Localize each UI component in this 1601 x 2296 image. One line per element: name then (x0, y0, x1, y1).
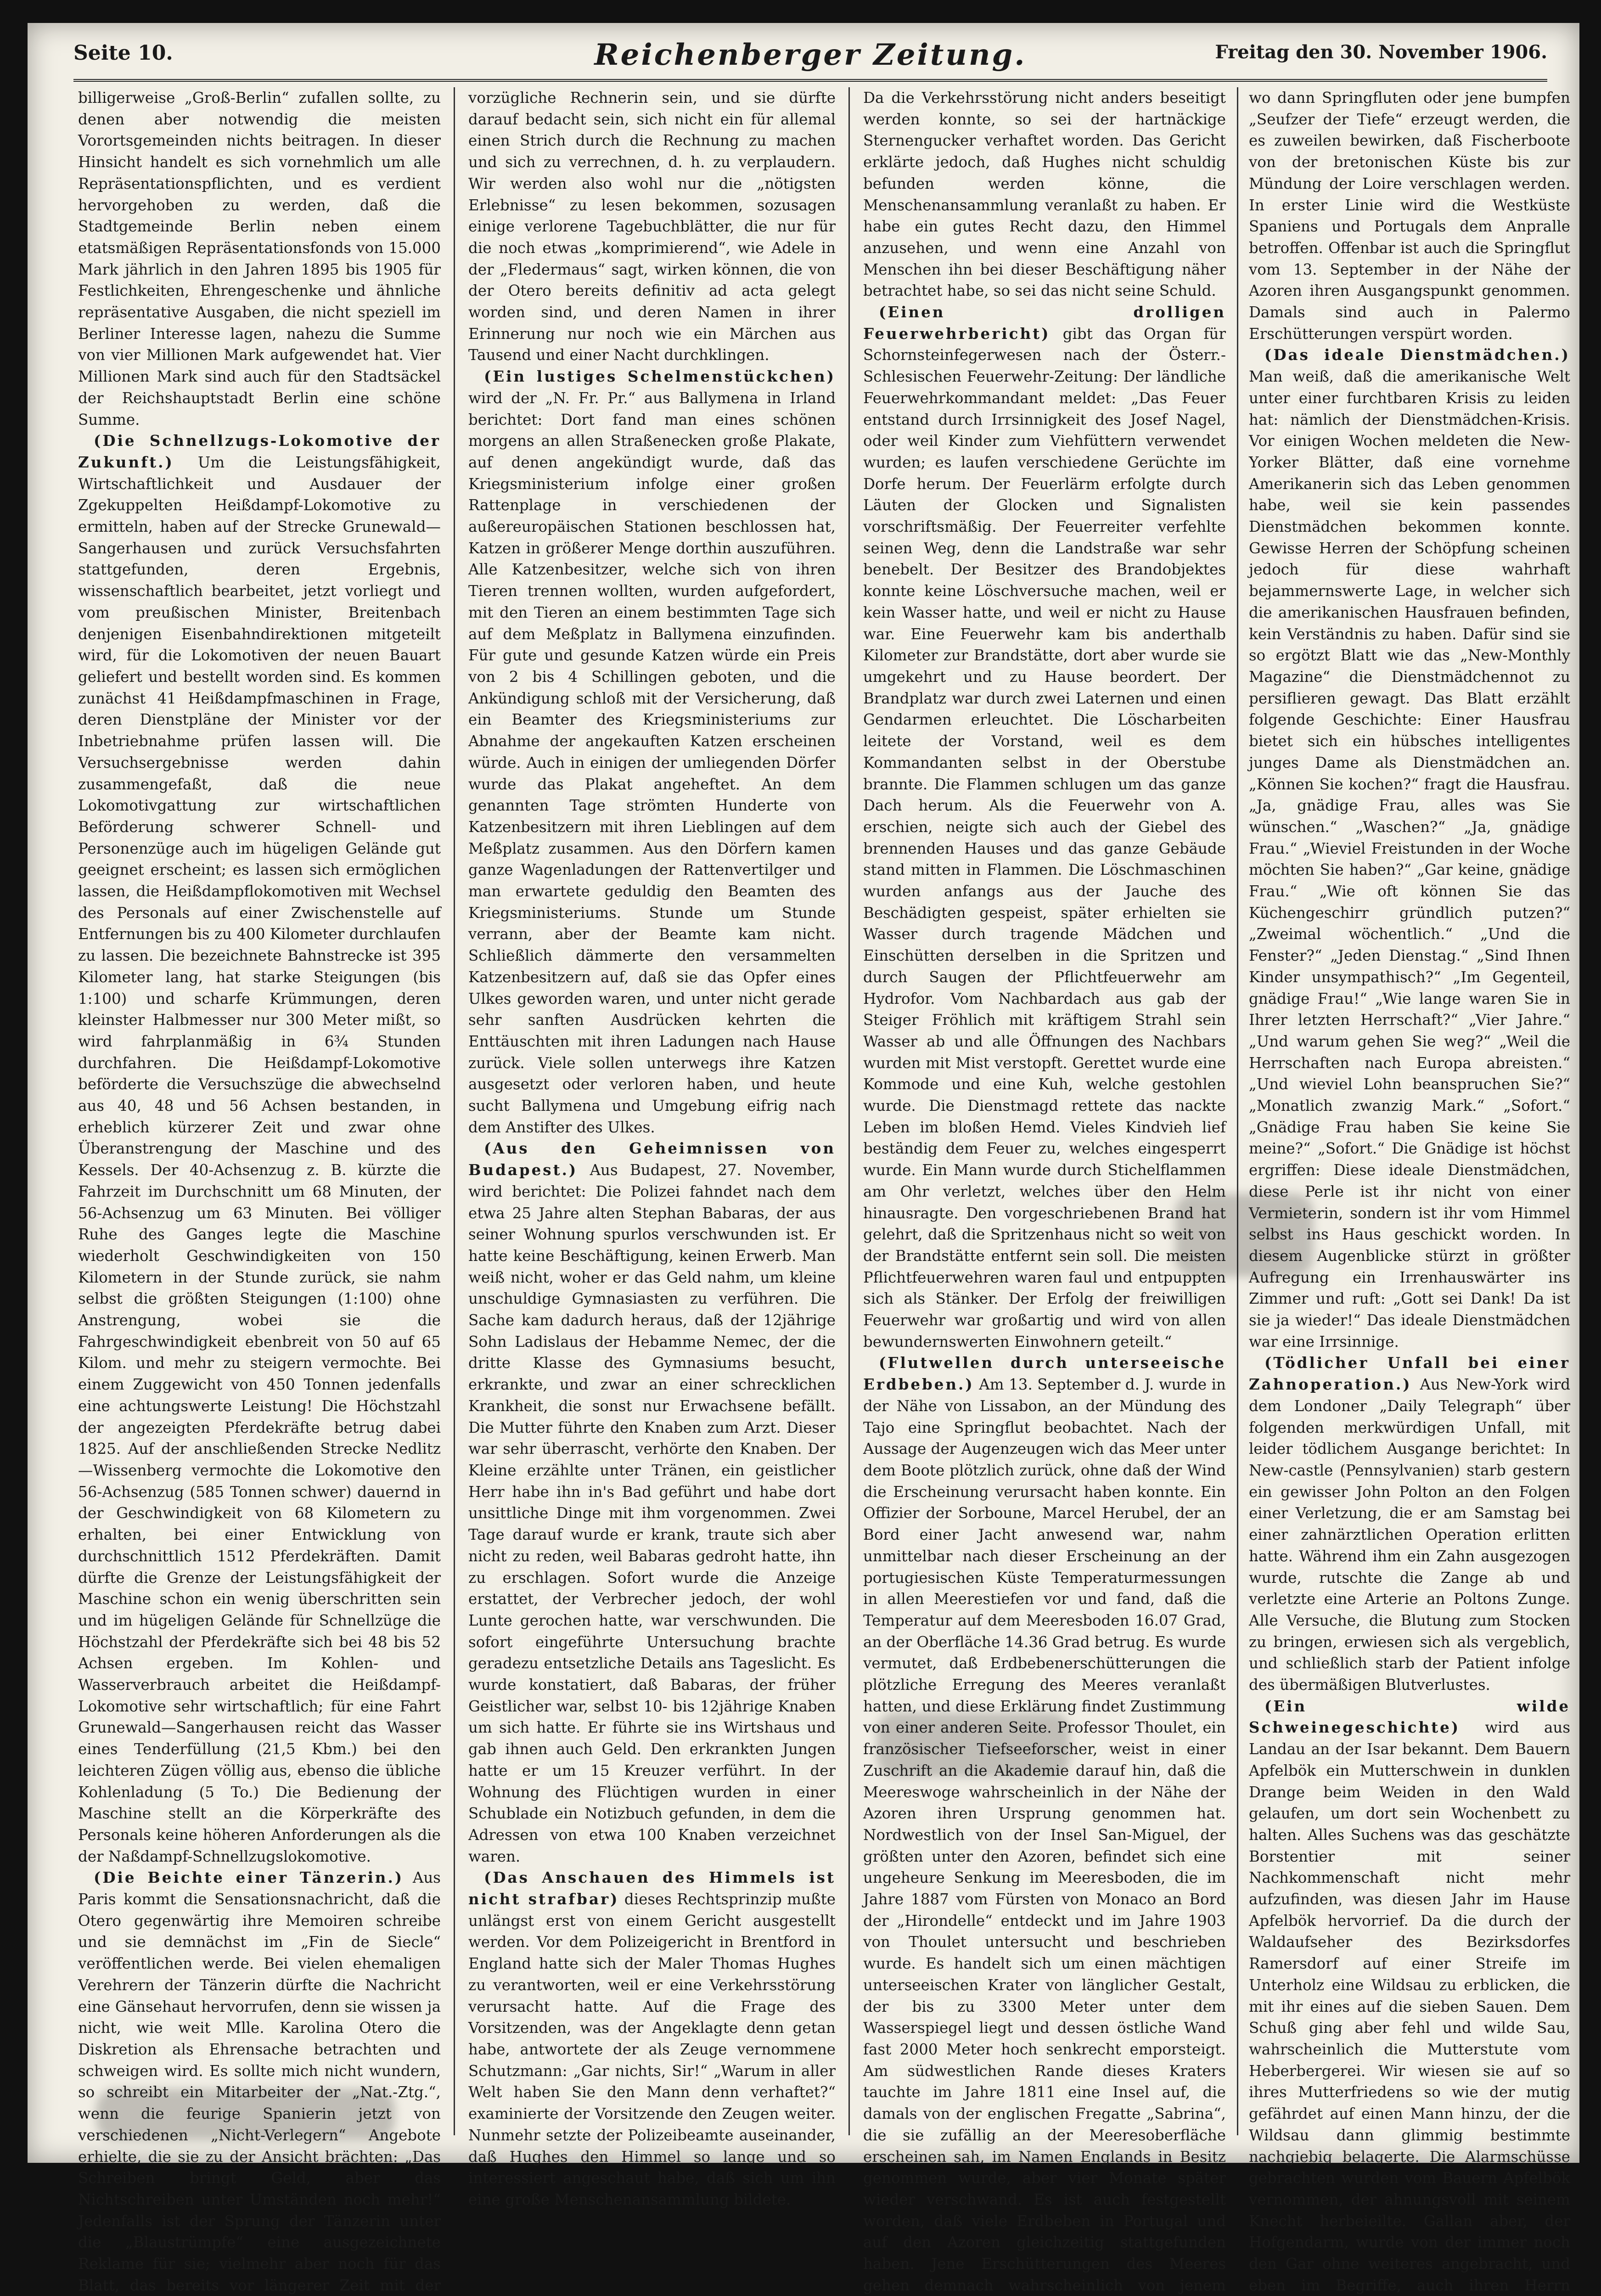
column-4 (1249, 87, 1570, 2294)
page-number: Seite 10. (73, 41, 173, 65)
article-paragraph (468, 366, 836, 1138)
article-heading: (Das Anschauen des Himmels ist nicht strafbar) (468, 1868, 836, 1908)
article-heading: (Flutwellen durch unterseeische Erdbeben.) (863, 1354, 1226, 1394)
article-paragraph (1249, 1352, 1570, 1695)
article-paragraph (468, 1138, 836, 1867)
article-paragraph (1249, 1696, 1570, 2296)
article-heading: (Ein wilde Schweinegeschichte) (1249, 1697, 1570, 1737)
article-text: Am 13. September d. J. wurde in der Nähe von Lissabon, an der Mündung des Tajo eine Springflut beobachtet. Nach der Aussage der Augenzeugen wich das Meer unter dem Boote plötzlich zurück, ohne daß der Wind die Erscheinung verursacht haben konnte. Ein Offizier der Sorboune, Marcel Herubel, der an Bord einer Jacht anwesend war, nahm unmittelbar nach dieser Erscheinung an der portugiesischen Küste Temperaturmessungen in allen Meerestiefen vor und fand, daß die Temperatur auf dem Meeresboden 16.07 Grad, an der Oberfläche 14.36 Grad betrug. Es wurde vermutet, daß Erdbebenerschütterungen die plötzliche Erregung des Meeres veranlaßt hatten, und diese Erklärung findet Zustimmung von einer anderen Seite. Professor Thoulet, ein französischer Tiefseeforscher, weist in einer Zuschrift an die Akademie darauf hin, daß die Meereswoge wahrscheinlich in der Nähe der Azoren ihren Ursprung genommen hat. Nordwestlich von der Insel San-Miguel, der größten unter den Azoren, befindet sich eine ungeheure Senkung im Meeresboden, die im Jahre 1887 vom Fürsten von Monaco an Bord der „Hirondelle“ entdeckt und im Jahre 1903 von Thoulet untersucht und beschrieben wurde. Es handelt sich um einen mächtigen unterseeischen Krater von länglicher Gestalt, der bis zu 3300 Meter unter dem Wasserspiegel liegt und dessen östliche Wand fast 2000 Meter hoch senkrecht emporsteigt. Am südwestlichen Rande dieses Kraters tauchte im Jahre 1811 eine Insel auf, die damals von der englischen Fregatte „Sabrina“, die sie zufällig an der Meeresoberfläche erscheinen sah, im Namen Englands in Besitz genommen wurde, aber vier Monate später wieder verschwand. Es ist auch festgestellt worden, daß viele Erdbeben in Portugal und auf den Azoren gleichzeitig stattgefunden haben. Jene Erschütterungen des Meeres gehen demnach wahrscheinlich von jenem (863, 1376, 1226, 2294)
newspaper-title: Reichenberger Zeitung. (594, 38, 1027, 72)
article-paragraph (1249, 87, 1570, 344)
issue-date: Freitag den 30. November 1906. (1215, 41, 1547, 63)
article-paragraph (78, 87, 441, 430)
article-text: gibt das Organ für Schornsteinfegerwesen nach der Österr.-Schlesischen Feuerwehr-Zeitung: Der ländliche Feuerwehrkommandant meldet: „Das Feuer entstand durch Irrsinnigkeit des Josef Nagel, oder weil Kinder zum Viehfüttern verwendet wurden; es laufen verschiedene Gerüchte im Dorfe herum. Der Feuerlärm erfolgte durch Läuten der Glocken und Signalisten vorschriftsmäßig. Der Feuerreiter verfehlte seinen Weg, denn die Landstraße war sehr benebelt. Der Besitzer des Brandobjektes konnte keine Löschversuche machen, weil er kein Wasser hatte, und weil er nicht zu Hause war. Eine Feuerwehr kam bis anderthalb Kilometer zur Brandstätte, dort aber wurde sie umgekehrt und zu Hause beordert. Der Brandplatz war durch zwei Laternen und einen Gendarmen erleuchtet. Die Löscharbeiten leitete der Vorstand, weil es dem Kommandanten selbst in der Oberstube brannte. Die Flammen schlugen um das ganze Dach herum. Als die Feuerwehr von A. erschien, neigte sich auch der Giebel des brennenden Hauses und das ganze Gebäude stand mitten in Flammen. Die Löschmaschinen wurden anfangs aus der Jauche des Beschädigten gespeist, später erhielten sie Wasser durch tragende Mädchen und Einschütten derselben in die Spritzen und durch Saugen der Pflichtfeuerwehr am Hydrofor. Vom Nachbardach aus gab der Steiger Fröhlich mit kräftigem Strahl sein Wasser ab und alle Öffnungen des Nachbars wurden mit Mist verstopft. Gerettet wurde eine Kommode und eine Kuh, welche gestohlen wurde. Die Dienstmagd rettete das nackte Leben im bloßen Hemd. Vieles Kindvieh lief beständig dem Feuer zu, welches eingesperrt wurde. Ein Mann wurde durch Stichelflammen am Ohr verletzt, welches über den Helm hinausragte. Den vorgeschriebenen Brand hat gelehrt, daß die Spritzenhaus nicht so weit von der Brandstätte entfernt sein soll. Die meisten Pflichtfeuerwehren waren faul und entpuppten sich als Stänker. Der Erfolg der freiwilligen Feuerwehr war großartig und wird von allen bewundernswerten Einwohnern geteilt.“ (863, 325, 1226, 1351)
article-text: Da die Verkehrsstörung nicht anders beseitigt werden konnte, so sei der hartnäckige Sternengucker verhaftet worden. Das Gericht erklärte jedoch, daß Hughes nicht schuldig befunden werden könne, die Menschenansammlung veranlaßt zu haben. Er habe ein gutes Recht dazu, den Himmel anzusehen, und wenn eine Anzahl von Menschen ihn bei dieser Beschäftigung näher betrachtet habe, so sei das nicht seine Schuld. (863, 89, 1226, 300)
article-text: wird der „N. Fr. Pr.“ aus Ballymena in Irland berichtet: Dort fand man eines schönen morgens an allen Straßenecken große Plakate, auf denen angekündigt wurde, daß das Kriegsministerium infolge einer großen Rattenplage in verschiedenen der außereuropäischen Stationen beschlossen hat, Katzen in größerer Menge dorthin auszuführen. Alle Katzenbesitzer, welche sich von ihren Tieren trennen wollten, wurden aufgefordert, mit den Tieren an einem bestimmten Tage sich auf dem Meßplatz in Ballymena einzufinden. Für gute und gesunde Katzen würde ein Preis von 2 bis 4 Schillingen geboten, und die Ankündigung schloß mit der Versicherung, daß ein Beamter des Kriegsministeriums zur Abnahme der angekauften Katzen erscheinen würde. Auch in einigen der umliegenden Dörfer wurde das Plakat angeheftet. An dem genannten Tage strömten Hunderte von Katzenbesitzern mit ihren Lieblingen auf dem Meßplatz zusammen. Aus den Dörfern kamen ganze Wagenladungen der Rattenvertilger und man erwartete geduldig den Beamten des Kriegsministeriums. Stunde um Stunde verrann, aber der Beamte kam nicht. Schließlich dämmerte den versammelten Katzenbesitzern auf, daß sie das Opfer eines Ulkes geworden waren, und unter nicht gerade sehr sanften Ausdrücken kehrten die Enttäuschten mit ihren Ladungen nach Hause zurück. Viele sollen unterwegs ihre Katzen ausgesetzt oder verloren haben, und heute sucht Ballymena und Umgebung eifrig nach dem Anstifter des Ulkes. (468, 389, 836, 1136)
article-paragraph (78, 1867, 441, 2296)
article-heading: (Aus den Geheimnissen von Budapest.) (468, 1139, 836, 1179)
article-heading: (Das ideale Dienstmädchen.) (1264, 346, 1570, 364)
article-text: Aus Budapest, 27. November, wird berichtet: Die Polizei fahndet nach dem etwa 25 Jahre alten Stephan Babaras, der aus seiner Wohnung spurlos verschwunden ist. Er hatte keine Beschäftigung, keinen Erwerb. Man weiß nicht, woher er das Geld nahm, um kleine unschuldige Gymnasiasten zu verführen. Die Sache kam dadurch heraus, daß der 12jährige Sohn Ladislaus der Hebamme Nemec, der die dritte Klasse des Gymnasiums besucht, erkrankte, und zwar an einer schrecklichen Krankheit, die sonst nur Erwachsene befällt. Die Mutter führte den Knaben zum Arzt. Dieser war sehr überrascht, verhörte den Knaben. Der Kleine erzählte unter Tränen, ein geistlicher Herr habe ihn in's Bad geführt und habe dort unsittliche Dinge mit ihm vorgenommen. Zwei Tage darauf wurde er krank, traute sich aber nicht zu reden, weil Babaras gedroht hatte, ihn zu erschlagen. Sofort wurde die Anzeige erstattet, der Verbrecher jedoch, der wohl Lunte gerochen hatte, war verschwunden. Die sofort eingeführte Untersuchung brachte geradezu entsetzliche Details ans Tageslicht. Es wurde konstatiert, daß Babaras, der früher Geistlicher war, selbst 10- bis 12jährige Knaben um sich hatte. Er führte sie ins Wirtshaus und gab ihnen auch Geld. Den erkrankten Jungen hatte er um 15 Kreuzer verführt. In der Wohnung des Flüchtigen wurden in einer Schublade ein Notizbuch gefunden, in dem die Adressen von etwa 100 Knaben verzeichnet waren. (468, 1161, 836, 1865)
column-divider (848, 87, 850, 2135)
article-heading: (Tödlicher Unfall bei einer Zahnoperation.) (1249, 1354, 1570, 1394)
article-heading: (Ein lustiges Schelmenstückchen) (484, 367, 836, 386)
article-paragraph (863, 1352, 1226, 2296)
column-2 (468, 87, 836, 2208)
article-text: dieses Rechtsprinzip mußte unlängst erst von einem Gericht ausgestellt werden. Vor dem Polizeigericht in Brentford in England hatte sich der Maler Thomas Hughes zu verantworten, weil er eine Verkehrsstörung verursacht hatte. Auf die Frage des Vorsitzenden, was der Angeklagte denn getan habe, antwortete der als Zeuge vernommene Schutzmann: „Gar nichts, Sir!“ „Warum in aller Welt haben Sie den Mann denn verhaftet?“ examinierte der Vorsitzende den Zeugen weiter. Nunmehr setzte der Polizeibeamte auseinander, daß Hughes den Himmel so lange und so interessiert angeschaut habe, daß sich um ihn eine große Menschenansammlung bildete. (468, 1891, 836, 2208)
column-divider (454, 87, 455, 2135)
page-header (73, 38, 1547, 78)
ink-smudge (877, 1713, 1070, 1777)
ink-smudge (96, 2089, 395, 2140)
article-paragraph (468, 1867, 836, 2210)
article-paragraph (863, 87, 1226, 302)
article-text: billigerweise „Groß-Berlin“ zufallen sollte, zu denen aber notwendig die meisten Vorortsgemeinden nichts beitragen. In dieser Hinsicht handelt es sich vornehmlich um alle Repräsentationspflichten, und es verdient hervorgehoben zu werden, daß die Stadtgemeinde Berlin neben einem etatsmäßigen Repräsentationsfonds von 15.000 Mark jährlich in den Jahren 1895 bis 1905 für Festlichkeiten, Ehrengeschenke und ähnliche repräsentative Ausgaben, die nicht speziell im Berliner Interesse lagen, nahezu die Summe von vier Millionen Mark aufgewendet hat. Vier Millionen Mark sind auch für den Stadtsäckel der Reichshauptstadt Berlin eine schöne Summe. (78, 89, 441, 428)
article-heading: (Einen drolligen Feuerwehrbericht) (863, 303, 1226, 343)
article-text: wird aus Landau an der Isar bekannt. Dem Bauern Apfelbök ein Mutterschwein in dunklen Drange beim Weiden in den Wald gelaufen, um dort sein Wochenbett zu halten. Alles Suchens was das geschätzte Borstentier mit seiner Nachkommenschaft nicht mehr aufzufinden, was diesen Jahr im Hause Apfelbök hervorrief. Da die durch der Waldaufseher des Bezirksdorfes Ramersdorf auf einer Streife im Unterholz eine Wildsau zu erblicken, die mit ihr eines auf die sieben Sauen. Dem Schuß ging aber fehl und wilde Sau, wahrscheinlich die Mutterstute vom Heberbergerei. Wir wiesen sie auf so ihres Mutterfriedens so wie der mutig gefährdet auf einen Mann hinzu, der die Wildsau dann glimmig bestimmte nachgiebig belagerte. Die Alarmschüsse gebrachten wurden vom Bauern Apfelbök vernommen, der ahnungsvoll mit seinem Knecht herbeieilte. Gallan aber, der Hofgendarm, wurde von der immer noch den Gar ohne weiteres angebracht, und eben im Begriffe, auch ihren Herrn (1249, 1719, 1570, 2294)
article-text: vorzügliche Rechnerin sein, und sie dürfte darauf bedacht sein, sich nicht ein für allemal einen Strich durch die Rechnung zu machen und sich zu verrechnen, d. h. zu verplaudern. Wir werden also wohl nur die „nötigsten Erlebnisse“ zu lesen bekommen, sozusagen einige verlorene Tagebuchblätter, die nur für die noch etwas „komprimierend“, wie Adele in der „Fledermaus“ sagt, wirken können, die von der Otero bereits definitiv ad acta gelegt worden sind, und deren Namen in ihrer Erinnerung nur noch wie ein Märchen aus Tausend und einer Nacht durchklingen. (468, 89, 836, 364)
article-paragraph (468, 87, 836, 366)
article-paragraph (78, 430, 441, 1867)
article-text: Aus New-York wird dem Londoner „Daily Telegraph“ über folgenden merkwürdigen Unfall, mit leider tödlichem Ausgange berichtet: In New-castle (Pennsylvanien) starb gestern ein gewisser John Polton an den Folgen einer Verletzung, die er am Samstag bei einer zahnärztlichen Operation erlitten hatte. Während ihm ein Zahn ausgezogen wurde, rutschte die Zange ab und verletzte eine Arterie an Poltons Zunge. Alle Versuche, die Blutung zum Stocken zu bringen, erwiesen sich als vergeblich, und schließlich starb der Patient infolge des übermäßigen Blutverlustes. (1249, 1376, 1570, 1694)
article-heading: (Die Schnellzugs-Lokomotive der Zukunft.) (78, 432, 441, 471)
article-text: Man weiß, daß die amerikanische Welt unter einer furchtbaren Krisis zu leiden hat: nämlich der Dienstmädchen-Krisis. Vor einigen Wochen meldeten die New-Yorker Blätter, daß eine vornehme Amerikanerin sich das Leben genommen habe, weil sie kein passendes Dienstmädchen bekommen konnte. Gewisse Herren der Schöpfung scheinen jedoch für diese wahrhaft bejammernswerte Lage, in welcher sich die amerikanischen Hausfrauen befinden, kein Verständnis zu haben. Dafür sind sie so ergötzt Blatt wie das „New-Monthly Magazine“ die Dienstmädchennot zu persiflieren gewagt. Das Blatt erzählt folgende Geschichte: Einer Hausfrau bietet sich ein hübsches intelligentes junges Dame als Dienstmädchen an. „Können Sie kochen?“ fragt die Hausfrau. „Ja, gnädige Frau, alles was Sie wünschen.“ „Waschen?“ „Ja, gnädige Frau.“ „Wieviel Freistunden in der Woche möchten Sie haben?“ „Gar keine, gnädige Frau.“ „Wie oft können Sie das Küchengeschirr gründlich putzen?“ „Zweimal wöchentlich.“ „Und die Fenster?“ „Jeden Dienstag.“ „Sind Ihnen Kinder unsympathisch?“ „Im Gegenteil, gnädige Frau!“ „Wie lange waren Sie in Ihrer letzten Herrschaft?“ „Vier Jahre.“ „Und warum gehen Sie weg?“ „Weil die Herrschaften nach Europa abreisten.“ „Und wieviel Lohn beanspruchen Sie?“ „Monatlich zwanzig Mark.“ „Sofort.“ „Gnädige Frau haben Sie keine Sie meine?“ „Sofort.“ Die Gnädige ist höchst ergriffen: Diese ideale Dienstmädchen, diese Perle ist ihr nicht von einer Vermieterin, sondern ist ihr vom Himmel selbst ins Haus geschickt worden. In diesem Augenblicke stürzt in größter Aufregung ein Irrenhauswärter ins Zimmer und ruft: „Gott sei Dank! Da ist sie ja wieder!“ Das ideale Dienstmädchen war eine Irrsinnige. (1249, 368, 1570, 1351)
column-divider (1237, 87, 1238, 2135)
newspaper-page (28, 23, 1579, 2294)
article-heading: (Die Beichte einer Tänzerin.) (94, 1868, 404, 1887)
article-text: Um die Leistungsfähigkeit, Wirtschaftlichkeit und Ausdauer der Zgekuppelten Heißdampf-Lokomotive zu ermitteln, haben auf der Strecke Grunewald—Sangerhausen und zurück Versuchsfahrten stattgefunden, deren Ergebnis, wissenschaftlich bearbeitet, jetzt vorliegt und vom preußischen Minister, Breitenbach denjenigen Eisenbahndirektionen mitgeteilt wird, für die Lokomotiven der neuen Bauart geliefert und bestellt worden sind. Es kommen zunächst 41 Heißdampfmaschinen in Frage, deren Dienstpläne der Minister vor der Inbetriebnahme prüfen lassen will. Die Versuchsergebnisse werden dahin zusammengefaßt, daß die neue Lokomotivgattung zur wirtschaftlichen Beförderung schwerer Schnell- und Personenzüge auch im hügeligen Gelände gut geeignet erscheint; es lassen sich ermöglichen lassen, die Heißdampflokomotiven mit Wechsel des Personals auf einer Zwischenstelle auf Entfernungen bis zu 400 Kilometer durchlaufen zu lassen. Die bezeichnete Bahnstrecke ist 395 Kilometer lang, hat starke Steigungen (bis 1:100) und scharfe Krümmungen, deren kleinster Halbmesser nur 300 Meter mißt, so wird fahrplanmäßig in 6¾ Stunden durchfahren. Die Heißdampf-Lokomotive beförderte die Versuchszüge die abwechselnd aus 40, 48 und 56 Achsen bestanden, in erheblich kürzerer Zeit und zwar ohne Überanstrengung der Maschine und des Kessels. Der 40-Achsenzug z. B. kürzte die Fahrzeit im Durchschnitt um 68 Minuten, der 56-Achsenzug um 63 Minuten. Bei völliger Ruhe des Ganges legte die Maschine wiederholt Geschwindigkeiten von 150 Kilometern in der Stunde zurück, sie nahm selbst die größten Steigungen (1:100) ohne Anstrengung, wobei sie die Fahrgeschwindigkeit ebenbreit von 50 auf 65 Kilom. und mehr zu steigern vermochte. Bei einem Zuggewicht von 450 Tonnen jedenfalls eine achtungswerte Leistung! Die Höchstzahl der angezeigten Pferdekräfte betrug dabei 1825. Auf der anschließenden Strecke Nedlitz—Wissenberg vermochte die Lokomotive den 56-Achsenzug (585 Tonnen schwer) dauernd in der Geschwindigkeit von 68 Kilometern zu erhalten, bei einer Entwicklung von durchschnittlich 1512 Pferdekräften. Damit dürfte die Grenze der Leistungsfähigkeit der Maschine schon ein wenig überschritten sein und im hügeligen Gelände für Schnellzüge die Höchstzahl der Pferdekräfte sich bei 48 bis 52 Achsen ergeben. Im Kohlen- und Wasserverbrauch arbeitet die Heißdampf-Lokomotive sehr wirtschaftlich; für eine Fahrt Grunewald—Sangerhausen reicht das Wasser eines Tenderfüllung (21,5 Kbm.) bei den leichteren Zügen völlig aus, ebenso die übliche Kohlenladung (5 To.) Die Bedienung der Maschine stellt an die Körperkräfte des Personals keine höheren Anforderungen als die der Naßdampf-Schnellzugslokomotive. (78, 453, 441, 1865)
article-paragraph (863, 302, 1226, 1352)
header-rule (73, 79, 1547, 82)
ink-smudge (1175, 1194, 1313, 1277)
column-3 (863, 87, 1226, 2294)
article-text: Aus Paris kommt die Sensationsnachricht, daß die Otero gegenwärtig ihre Memoiren schreibe und sie demnächst im „Fin de Siecle“ veröffentlichen werde. Bei vielen ehemaligen Verehrern der Tänzerin dürfte die Nachricht eine Gänsehaut hervorrufen, denn sie wissen ja nicht, wie weit Mlle. Karolina Otero die Diskretion als Ehrensache betrachten und schweigen wird. Es sollte mich nicht wundern, so schreibt ein Mitarbeiter der „Nat.-Ztg.“, wenn die feurige Spanierin jetzt von verschiedenen „Nicht-Verlegern“ Angebote erhielte, die sie zu der Ansicht brächten: „Das Schreiben bringt Geld, aber das Nichtschreiben unter Umständen noch mehr!“ Jedenfalls ist der Sprung der Tänzerin unter die „Blaustrümpfe“ eine ausgezeichnete Reklame für sie; vielmehr aber noch für das Blatt, das bereits vor längerer Zeit mit der (78, 1869, 441, 2294)
article-text: wo dann Springfluten oder jene bumpfen „Seufzer der Tiefe“ erzeugt werden, die es zuweilen bewirken, daß Fischerboote von der bretonischen Küste bis zur Mündung der Loire verschlagen werden. In erster Linie wird die Westküste Spaniens und Portugals dem Anpralle betroffen. Offenbar ist auch die Springflut vom 13. September in der Nähe der Azoren ihren Ausgangspunkt genommen. Damals sind auch in Palermo Erschütterungen verspürt worden. (1249, 89, 1570, 343)
column-1 (78, 87, 441, 2294)
